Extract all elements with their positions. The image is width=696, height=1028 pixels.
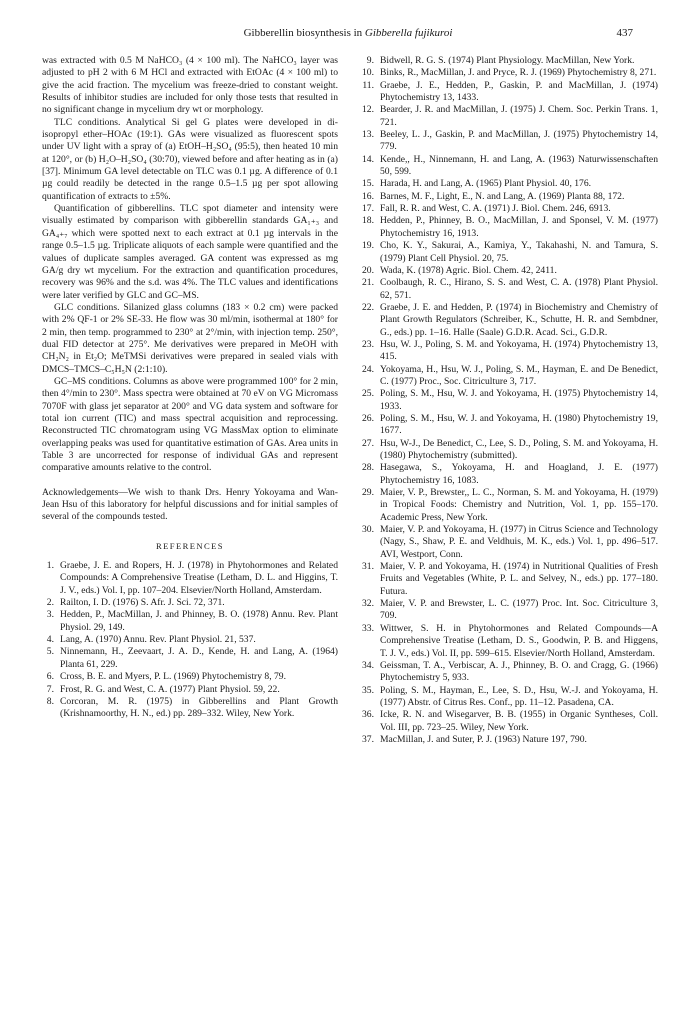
reference-text: Coolbaugh, R. C., Hirano, S. S. and West, C. A. (1978) Plant Physiol. 62, 571. [380,277,658,301]
reference-item [358,487,658,524]
reference-item [358,302,658,339]
reference-item [358,734,658,746]
reference-item [358,191,658,203]
reference-item [42,696,338,721]
reference-text: Frost, R. G. and West, C. A. (1977) Plant Physiol. 59, 22. [60,683,280,695]
body-paragraph: TLC conditions. Analytical Si gel G plates were developed in di-isopropyl ether–HOAc (19:1). GAs were visualized as fluorescent spots under UV light with a spray of (a) EtOH–H₂SO₄ (95:5), then heated 10 min at 120°, or (b) H₂O–H₂SO₄ (30:70), viewed before and after heating as in (a) [37]. Minimum GA level detectable on TLC was 0.1 µg. A difference of 0.1 µg could readily be detected in the range 0.5–1.5 µg per spot allowing quantification of extracts to ±5%. [42,116,338,202]
reference-number: 35. [362,684,374,696]
reference-item [358,413,658,438]
reference-number: 19. [362,240,374,252]
reference-text: Graebe, J. E. and Hedden, P. (1974) in Biochemistry and Chemistry of Plant Growth Regulators (Schreiber, K., Schutte, H. R. and Sembdner, G., eds.) pp. 1–16. Halle (Saale) G.D.R. Acad. Sci., G.D.R. [380,301,658,338]
references-heading: REFERENCES [156,540,224,551]
reference-number: 20. [362,264,374,276]
reference-text: Icke, R. N. and Wisegarver, B. B. (1955) in Organic Syntheses, Coll. Vol. III, pp. 723–25. Wiley, New York. [380,709,658,733]
reference-text: Bidwell, R. G. S. (1974) Plant Physiology. MacMillan, New York. [380,55,635,66]
reference-number: 16. [362,190,374,202]
reference-text: Hsu, W. J., Poling, S. M. and Yokoyama, H. (1974) Phytochemistry 13, 415. [380,338,658,363]
reference-item [42,671,338,683]
reference-text: Railton, I. D. (1976) S. Afr. J. Sci. 72, 371. [60,597,225,609]
reference-number: 22. [362,301,374,313]
reference-number: 30. [362,524,374,536]
running-title [0,27,696,39]
reference-text: Ninnemann, H., Zeevaart, J. A. D., Kende, H. and Lang, A. (1964) Planta 61, 229. [60,646,338,670]
reference-item [42,634,338,646]
reference-number: 8. [46,695,54,707]
running-title-italic: Gibberella fujikuroi [364,27,453,39]
reference-text: Graebe, J. E., Hedden, P., Gaskin, P. and MacMillan, J. (1974) Phytochemistry 13, 1433. [380,79,658,104]
reference-item [358,623,658,660]
reference-text: Yokoyama, H., Hsu, W. J., Poling, S. M., Hayman, E. and De Benedict, C. (1977) Proc., Soc. Citriculture 3, 717. [380,363,658,387]
reference-number: 34. [362,659,374,671]
reference-number: 12. [362,104,374,116]
reference-number: 25. [362,388,374,400]
reference-number: 36. [362,709,374,721]
body-paragraph: Quantification of gibberellins. TLC spot diameter and intensity were visually estimated by comparison with gibberellin standards GA₁₊₃ and GA₄₊₇ which were spotted next to each extract at 0.1 µg intervals in the range 0.5–1.5 µg. Triplicate aliquots of each sample were quantified and the values of duplicate samples averaged. GA content was expressed as mg GA/g dry wt mycelium. For the extraction and quantification procedures, recovery was 96% and the s.d. was 4%. The TLC values and identifications were later verified by GLC and GC–MS. [42,203,338,301]
reference-number: 5. [46,646,54,658]
reference-item [358,80,658,105]
reference-number: 32. [362,598,374,610]
reference-text: Maier, V. P. and Yokoyama, H. (1977) in Citrus Science and Technology (Nagy, S., Shaw, P. E. and Veldhuis, M. K., eds.) Vol. 1, pp. 496–517. AVI, Westport, Conn. [380,524,658,560]
reference-item [42,684,338,696]
reference-text: Beeley, L. J., Gaskin, P. and MacMillan, J. (1975) Phytochemistry 14, 779. [380,129,658,153]
reference-text: Cross, B. E. and Myers, P. L. (1969) Phytochemistry 8, 79. [60,671,286,683]
reference-item [358,438,658,463]
reference-item [358,709,658,734]
reference-text: Graebe, J. E. and Ropers, H. J. (1978) in Phytohormones and Related Compounds: A Comprehensive Treatise (Letham, D. L. and Higgins, T. J. V., eds.) Vol. I, pp. 107–204. Elsevier/North Holland, Amsterdam. [60,560,338,596]
reference-number: 31. [362,561,374,573]
reference-number: 15. [362,178,374,190]
reference-item [358,240,658,265]
reference-text: Bearder, J. R. and MacMillan, J. (1975) J. Chem. Soc. Perkin Trans. 1, 721. [380,104,658,128]
reference-item [42,646,338,671]
reference-text: Barnes, M. F., Light, E., N. and Lang, A. (1969) Planta 88, 172. [380,190,625,202]
reference-number: 26. [362,412,374,424]
reference-number: 18. [362,215,374,227]
reference-item [358,339,658,364]
body-paragraph: was extracted with 0.5 M NaHCO₃ (4 × 100 ml). The NaHCO₃ layer was adjusted to pH 2 with 6 M HCl and extracted with EtOAc (4 × 100 ml) to give the acid fraction. The mycelium was freeze-dried to constant weight. Results of inhibitor studies are included for only those tests that resulted in no significant change in mycelium dry wt or morphology. [42,55,338,116]
reference-text: Maier, V. P. and Brewster, L. C. (1977) Proc. Int. Soc. Citriculture 3, 709. [380,598,658,622]
reference-text: Maier, V. P. and Yokoyama, H. (1974) in Nutritional Qualities of Fresh Fruits and Vegetables (White, P. L. and Selvey, N., eds.) pp. 177–180. Futura. [380,561,658,597]
right-column [358,55,658,746]
reference-text: Hedden, P., MacMillan, J. and Phinney, B. O. (1978) Annu. Rev. Plant Physiol. 29, 149. [60,609,338,633]
reference-number: 9. [366,55,374,66]
reference-text: Cho, K. Y., Sakurai, A., Kamiya, Y., Takahashi, N. and Tamura, S. (1979) Plant Cell Physiol. 20, 75. [380,240,658,264]
reference-number: 28. [362,462,374,474]
reference-number: 14. [362,153,374,165]
references-list [358,55,658,746]
reference-item [358,660,658,685]
reference-item [358,524,658,561]
body-paragraph: GLC conditions. Silanized glass columns (183 × 0.2 cm) were packed with 2% QF-1 or 2% SE-33. He flow was 30 ml/min, isothermal at 180° for 2 min, then temp. programmed to 230° at 2°/min, with injection temp. 250°, dual FID detector at 275°. Me derivatives were prepared in MeOH with CH₂N₂ in Et₂O; MeTMSi derivatives were prepared in sealed vials with DMCS–TMCS–C₅H₅N (2:1:10). [42,301,338,375]
reference-number: 4. [46,634,54,646]
reference-number: 1. [46,560,54,572]
reference-item [358,67,658,79]
reference-text: Hsu, W-J., De Benedict, C., Lee, S. D., Poling, S. M. and Yokoyama, H. (1980) Phytochemistry (submitted). [380,437,658,461]
reference-text: Poling, S. M., Hayman, E., Lee, S. D., Hsu, W.-J. and Yokoyama, H. (1977) Abstr. of Citrus Res. Conf., pp. 11–12. Pasadena, CA. [380,684,658,708]
reference-item [358,598,658,623]
reference-text: Binks, R., MacMillan, J. and Pryce, R. J. (1969) Phytochemistry 8, 271. [380,67,657,79]
reference-item [42,609,338,634]
reference-number: 33. [362,622,374,634]
reference-text: Maier, V. P., Brewster,, L. C., Norman, S. M. and Yokoyama, H. (1979) in Tropical Foods: Chemistry and Nutrition, Vol. 1, pp. 155–170. Academic Press, New York. [380,487,658,523]
reference-number: 11. [362,79,374,91]
reference-text: Lang, A. (1970) Annu. Rev. Plant Physiol. 21, 537. [60,634,256,646]
running-title-plain: Gibberellin biosynthesis in [243,27,365,39]
reference-number: 23. [362,338,374,350]
reference-number: 24. [362,363,374,375]
reference-item [358,104,658,129]
reference-number: 37. [362,733,374,745]
reference-text: Kende,, H., Ninnemann, H. and Lang, A. (1963) Naturwissenschaften 50, 599. [380,153,658,178]
reference-item [358,215,658,240]
reference-text: Harada, H. and Lang, A. (1965) Plant Physiol. 40, 176. [380,178,592,190]
reference-item [358,685,658,710]
left-column [42,55,338,721]
reference-item [358,364,658,389]
reference-item [42,597,338,609]
reference-text: Wittwer, S. H. in Phytohormones and Related Compounds—A Comprehensive Treatise (Letham, D. S., Goodwin, P. B. and Higgens, T. J. V., eds.) Vol. II, pp. 599–615. Elsevier/North Holland, Amsterdam. [380,622,658,659]
reference-item [358,561,658,598]
reference-item [358,277,658,302]
reference-text: Hasegawa, S., Yokoyama, H. and Hoagland, J. E. (1977) Phytochemistry 16, 1083. [380,462,658,486]
reference-number: 13. [362,129,374,141]
reference-number: 10. [362,67,374,79]
reference-text: MacMillan, J. and Suter, P. J. (1963) Nature 197, 790. [380,733,587,745]
running-header [0,27,696,41]
reference-number: 3. [46,609,54,621]
reference-item [358,55,658,67]
reference-item [358,265,658,277]
reference-text: Corcoran, M. R. (1975) in Gibberellins and Plant Growth (Krishnamoorthy, H. N., ed.) pp. 289–332. Wiley, New York. [60,695,338,720]
body-paragraph: GC–MS conditions. Columns as above were programmed 100° for 2 min, then 4°/min to 230°. Mass spectra were obtained at 70 eV on VG Micromass 7070F with glass jet separator at 200° and VG data system and software for total ion current (TIC) and mass spectral acquisition and reprocessing. Reconstructed TIC chromatogram using VG MassMax option to eliminate overlapping peaks was used for quantitative estimation of GAs. Area units in Table 3 are uncorrected for response of individual GAs and represent comparative amounts relative to the control. [42,375,338,474]
reference-item [358,462,658,487]
reference-number: 21. [362,277,374,289]
page-number: 437 [616,27,633,39]
reference-item [42,560,338,597]
reference-text: Wada, K. (1978) Agric. Biol. Chem. 42, 2411. [380,264,557,276]
reference-number: 29. [362,487,374,499]
reference-item [358,388,658,413]
reference-item [358,203,658,215]
paragraph-gap [42,475,338,487]
acknowledgements: Acknowledgements—We wish to thank Drs. Henry Yokoyama and Wan-Jean Hsu of this laboratory for helpful discussions and for initial samples of several of the compounds tested. [42,486,338,523]
reference-text: Poling, S. M., Hsu, W. J. and Yokoyama, H. (1980) Phytochemistry 19, 1677. [380,412,658,437]
reference-number: 27. [362,437,374,449]
reference-text: Fall, R. R. and West, C. A. (1971) J. Biol. Chem. 246, 6913. [380,203,611,215]
reference-text: Poling, S. M., Hsu, W. J. and Yokoyama, H. (1975) Phytochemistry 14, 1933. [380,388,658,412]
reference-text: Hedden, P., Phinney, B. O., MacMillan, J. and Sponsel, V. M. (1977) Phytochemistry 16, 1913. [380,215,658,239]
reference-number: 17. [362,203,374,215]
reference-text: Geissman, T. A., Verbiscar, A. J., Phinney, B. O. and Cragg, G. (1966) Phytochemistry 5, 933. [380,659,658,684]
reference-number: 2. [46,597,54,609]
references-list [42,560,338,720]
reference-item [358,154,658,179]
reference-number: 6. [46,671,54,683]
reference-item [358,178,658,190]
reference-item [358,129,658,154]
reference-number: 7. [46,683,54,695]
